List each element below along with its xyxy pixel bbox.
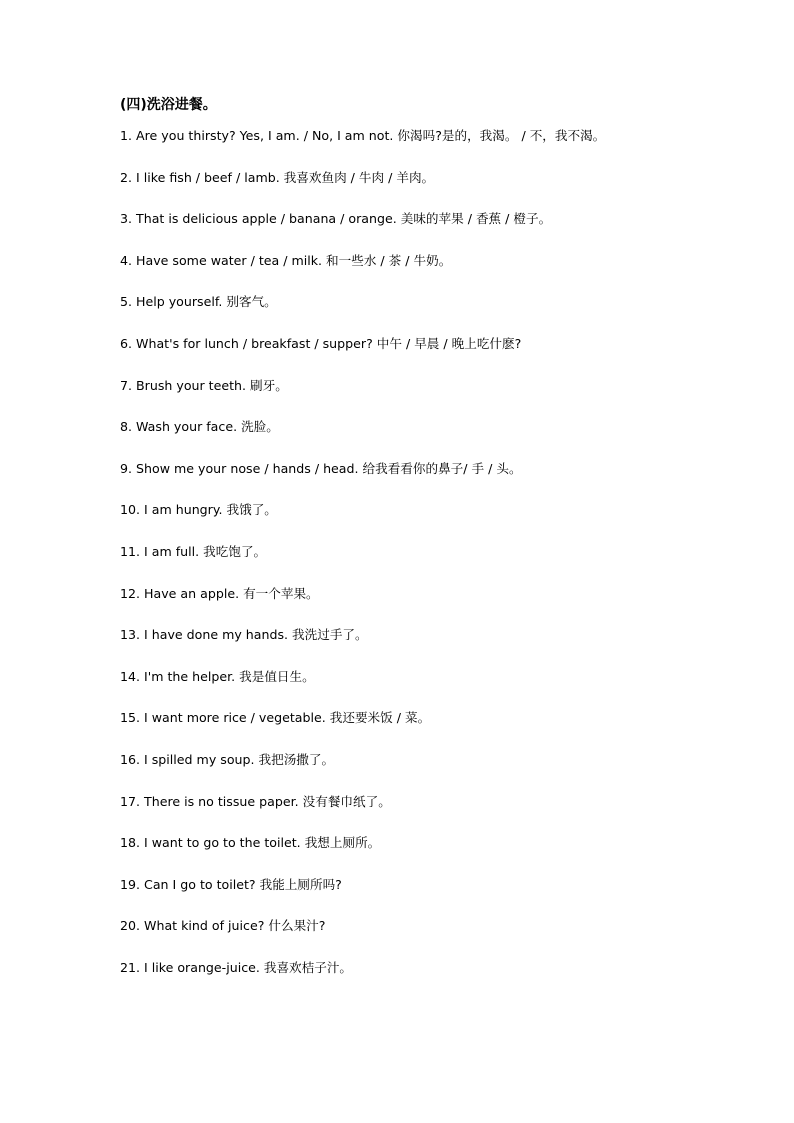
phrase-line: 6. What's for lunch / breakfast / supper? 中午 / 早晨 / 晚上吃什麽?	[120, 335, 522, 351]
phrase-line: 16. I spilled my soup. 我把汤撒了。	[120, 751, 335, 767]
phrase-line: 11. I am full. 我吃饱了。	[120, 543, 267, 559]
phrase-line: 3. That is delicious apple / banana / orange. 美味的苹果 / 香蕉 / 橙子。	[120, 211, 552, 227]
phrase-line: 14. I'm the helper. 我是值日生。	[120, 668, 315, 684]
phrase-line: 2. I like fish / beef / lamb. 我喜欢鱼肉 / 牛肉 / 羊肉。	[120, 169, 435, 185]
phrase-line: 12. Have an apple. 有一个苹果。	[120, 585, 319, 601]
phrase-line: 18. I want to go to the toilet. 我想上厕所。	[120, 835, 381, 851]
phrase-line: 5. Help yourself. 别客气。	[120, 294, 277, 310]
phrase-line: 9. Show me your nose / hands / head. 给我看看你的鼻子/ 手 / 头。	[120, 460, 522, 476]
phrase-line: 13. I have done my hands. 我洗过手了。	[120, 627, 368, 643]
phrase-list	[120, 126, 780, 999]
phrase-line: 10. I am hungry. 我饿了。	[120, 502, 277, 518]
phrase-line: 7. Brush your teeth. 刷牙。	[120, 377, 288, 393]
phrase-line: 17. There is no tissue paper. 没有餐巾纸了。	[120, 793, 391, 809]
section-title: (四)洗浴进餐。	[120, 97, 217, 113]
phrase-line: 21. I like orange-juice. 我喜欢桔子汁。	[120, 959, 353, 975]
phrase-line: 19. Can I go to toilet? 我能上厕所吗?	[120, 876, 342, 892]
phrase-line: 15. I want more rice / vegetable. 我还要米饭 / 菜。	[120, 710, 431, 726]
phrase-line: 4. Have some water / tea / milk. 和一些水 / 茶 / 牛奶。	[120, 252, 452, 268]
phrase-line: 20. What kind of juice? 什么果汁?	[120, 918, 326, 934]
phrase-line: 8. Wash your face. 洗脸。	[120, 419, 279, 435]
phrase-line: 1. Are you thirsty? Yes, I am. / No, I am not. 你渴吗?是的，我渴。 / 不，我不渴。	[120, 128, 606, 143]
